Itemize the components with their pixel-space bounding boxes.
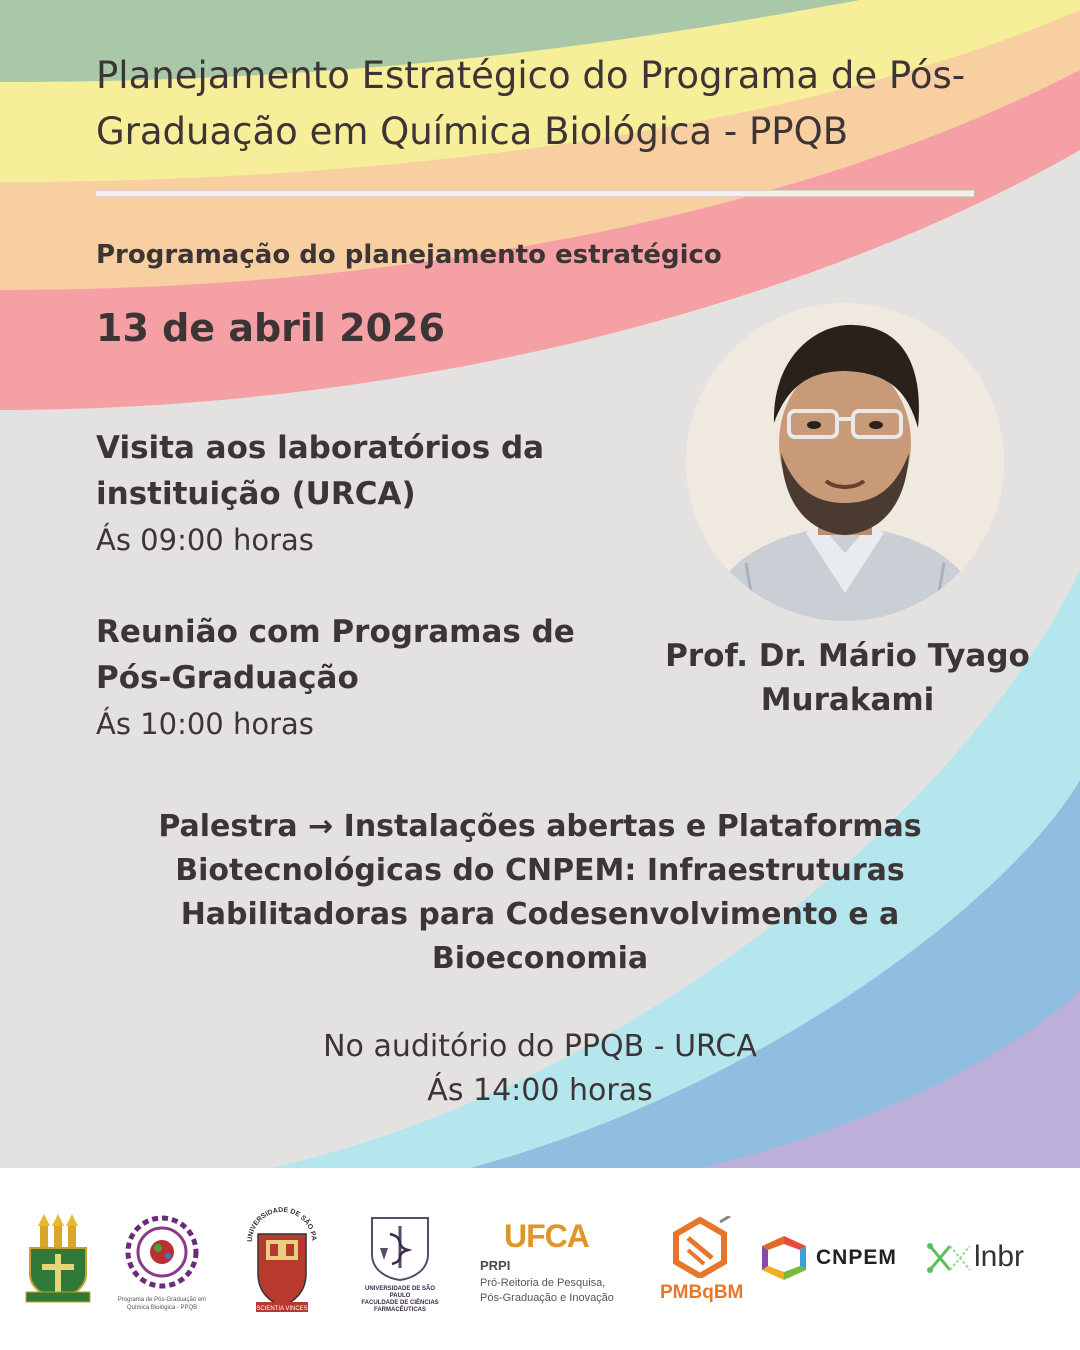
pmbqbm-logo xyxy=(660,1216,744,1310)
speaker-name-line: Prof. Dr. Mário Tyago xyxy=(665,638,1030,674)
ppqb-logo xyxy=(114,1212,210,1312)
talk-venue xyxy=(140,1025,940,1113)
talk-title-line: Bioeconomia xyxy=(431,941,649,976)
title-line: Visita aos laboratórios da xyxy=(96,430,545,466)
fcf-caption-line: UNIVERSIDADE DE SÃO PAULO xyxy=(364,1286,435,1299)
fcf-usp-logo xyxy=(358,1214,442,1314)
schedule-item-time: Ás 09:00 horas xyxy=(96,523,314,557)
lnbr-logo xyxy=(926,1240,1046,1280)
speaker-photo xyxy=(686,303,1004,621)
ufca-prpi-logo xyxy=(480,1218,630,1318)
prpi-caption-line: Pró-Reitoria de Pesquisa, xyxy=(480,1277,606,1289)
prpi-caption-line: Pós-Graduação e Inovação xyxy=(480,1292,614,1304)
usp-crest-logo xyxy=(246,1206,318,1314)
divider-line xyxy=(96,190,974,197)
partner-logos-bar xyxy=(0,1168,1080,1350)
pmbqbm-wordmark: PMBqBM xyxy=(660,1282,744,1303)
usp-ring-text: UNIVERSIDADE DE SÃO PA xyxy=(246,1206,318,1243)
usp-motto: SCIENTIA VINCES xyxy=(256,1306,308,1312)
schedule-item-time: Ás 10:00 horas xyxy=(96,707,314,741)
lnbr-wordmark: lnbr xyxy=(974,1240,1025,1273)
talk-title xyxy=(120,805,960,981)
section-subtitle: Programação do planejamento estratégico xyxy=(96,240,722,270)
venue-line: No auditório do PPQB - URCA xyxy=(323,1029,757,1064)
speaker-portrait-icon xyxy=(686,303,1004,621)
talk-title-line: Biotecnológicas do CNPEM: Infraestruturas xyxy=(175,853,905,888)
fcf-caption-line: FARMACÊUTICAS xyxy=(374,1307,426,1313)
event-date: 13 de abril 2026 xyxy=(96,306,445,350)
title-line: Planejamento Estratégico do Programa de Pós- xyxy=(96,54,966,97)
speaker-name xyxy=(640,634,1055,722)
schedule-item-title xyxy=(96,609,616,701)
schedule-item xyxy=(96,609,616,747)
title-line: Pós-Graduação xyxy=(96,660,359,696)
ufca-wordmark: UFCA xyxy=(504,1218,589,1254)
venue-line: Ás 14:00 horas xyxy=(427,1073,653,1108)
urca-crest-logo xyxy=(24,1212,92,1306)
title-line: Reunião com Programas de xyxy=(96,614,575,650)
talk-title-line: Habilitadoras para Codesenvolvimento e a xyxy=(180,897,900,932)
schedule-item-title xyxy=(96,425,616,517)
ppqb-caption-line: Programa de Pós-Graduação em xyxy=(117,1297,207,1303)
prpi-acronym: PRPI xyxy=(480,1258,511,1273)
speaker-name-line: Murakami xyxy=(760,682,935,718)
title-line: Graduação em Química Biológica - PPQB xyxy=(96,110,849,153)
poster-title xyxy=(96,48,996,160)
fcf-caption-line: FACULDADE DE CIÊNCIAS xyxy=(361,1300,439,1306)
title-line: instituição (URCA) xyxy=(96,476,416,512)
cnpem-logo xyxy=(762,1236,914,1282)
cnpem-wordmark: CNPEM xyxy=(816,1246,897,1269)
schedule-item xyxy=(96,425,616,563)
ppqb-caption-line: Química Biológica - PPQB xyxy=(126,1305,198,1311)
talk-title-line: Palestra → Instalações abertas e Plataformas xyxy=(158,809,922,844)
